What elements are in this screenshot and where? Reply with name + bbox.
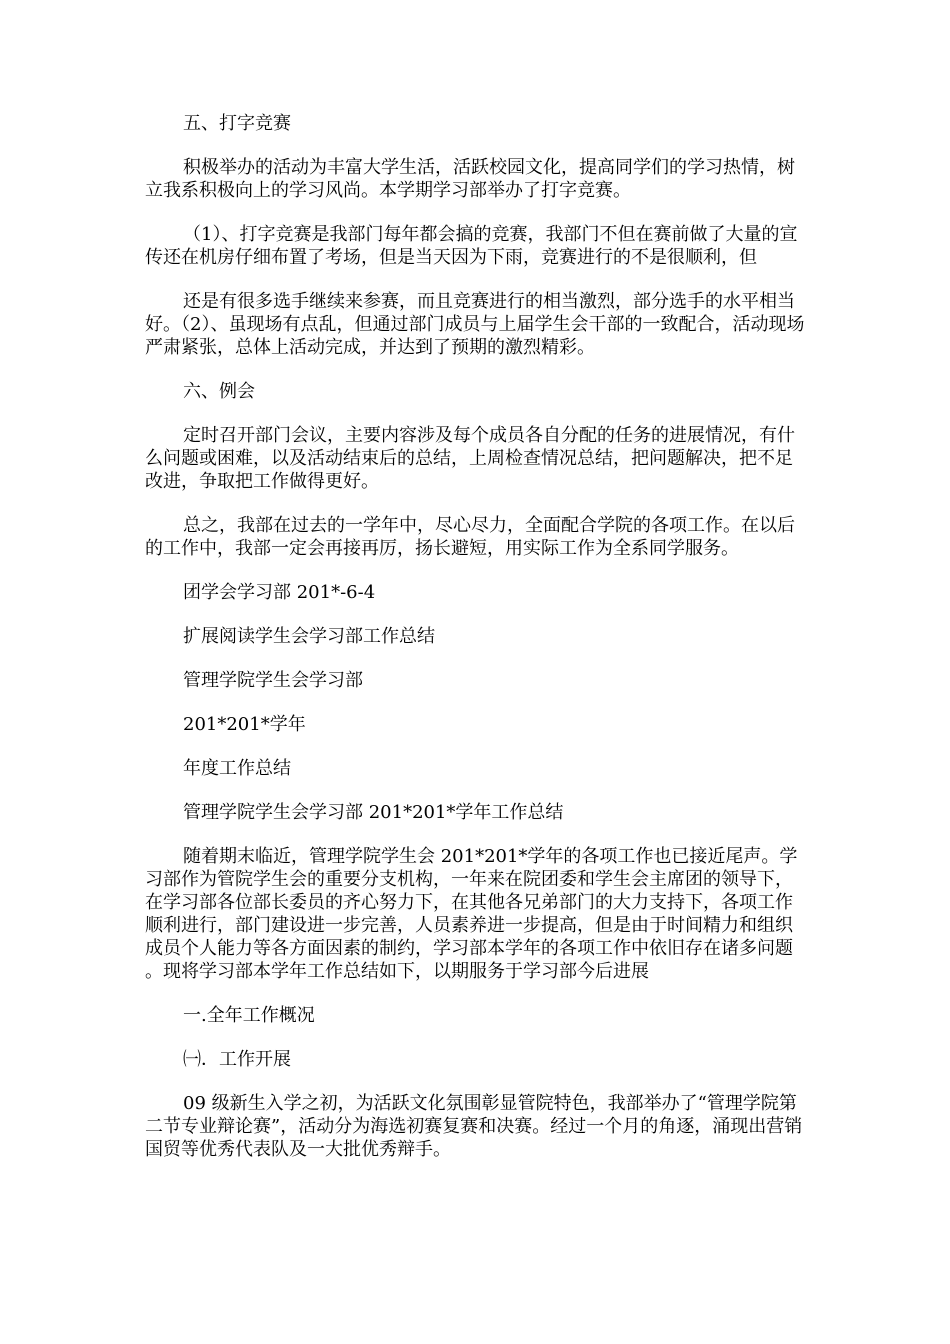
- section-heading-overview: 一.全年工作概况: [183, 1005, 315, 1026]
- academic-year: 201*201*学年: [183, 714, 306, 735]
- report-title: 管理学院学生会学习部 201*201*学年工作总结: [183, 802, 564, 823]
- paragraph-meetings: 定时召开部门会议，主要内容涉及每个成员各自分配的任务的进展情况，有什么问题或困难，以及活动结束后的总结，上周检查情况总结，把问题解决，把不足改进，争取把工作做得更好。: [145, 425, 795, 492]
- annual-summary-label: 年度工作总结: [183, 758, 291, 779]
- extended-reading-title: 扩展阅读学生会学习部工作总结: [183, 626, 435, 647]
- paragraph-typing-detail-2: 还是有很多选手继续来参赛，而且竞赛进行的相当激烈，部分选手的水平相当好。（2）、虽现场有点乱，但通过部门成员与上届学生会干部的一致配合，活动现场严肃紧张，总体上活动完成，并达到了预期的激烈精彩。: [145, 291, 805, 358]
- subsection-heading-work: ㈠．工作开展: [183, 1049, 291, 1070]
- paragraph-debate: 09 级新生入学之初，为活跃文化氛围彰显管院特色，我部举办了“管理学院第二节专业辩论赛”，活动分为海选初赛复赛和决赛。经过一个月的角逐，涌现出营销国贸等优秀代表队及一大批优秀辩手。: [145, 1093, 803, 1160]
- paragraph-typing-intro: 积极举办的活动为丰富大学生活，活跃校园文化，提高同学们的学习热情，树立我系积极向上的学习风尚。本学期学习部举办了打字竞赛。: [145, 157, 795, 201]
- paragraph-report-intro: 随着期末临近，管理学院学生会 201*201*学年的各项工作也已接近尾声。学习部作为管院学生会的重要分支机构，一年来在院团委和学生会主席团的领导下，在学习部各位部长委员的齐心努力下，在其他各兄弟部门的大力支持下，各项工作顺利进行，部门建设进一步完善，人员素养进一步提高，但是由于时间精力和组织成员个人能力等各方面因素的制约，学习部本学年的各项工作中依旧存在诸多问题。现将学习部本学年工作总结如下，以期服务于学习部今后进展: [145, 846, 798, 982]
- section-heading-meetings: 六、例会: [183, 381, 255, 402]
- paragraph-conclusion: 总之，我部在过去的一学年中，尽心尽力，全面配合学院的各项工作。在以后的工作中，我部一定会再接再厉，扬长避短，用实际工作为全系同学服务。: [145, 515, 795, 559]
- paragraph-typing-detail-1: （1）、打字竞赛是我部门每年都会搞的竞赛，我部门不但在赛前做了大量的宣传还在机房仔细布置了考场，但是当天因为下雨，竞赛进行的不是很顺利，但: [145, 224, 798, 268]
- section-heading-typing-contest: 五、打字竞赛: [183, 113, 291, 134]
- department-name: 管理学院学生会学习部: [183, 670, 363, 691]
- document-body: [145, 112, 810, 1182]
- signature-line: 团学会学习部 201*-6-4: [183, 582, 376, 603]
